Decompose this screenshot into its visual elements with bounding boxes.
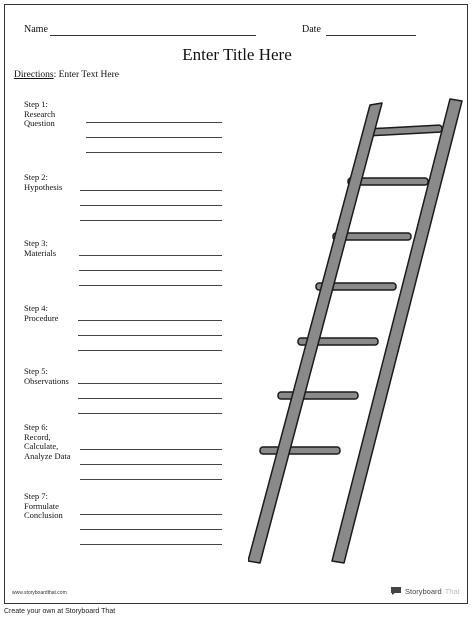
answer-line[interactable] <box>78 398 222 399</box>
ladder-rung <box>260 447 340 454</box>
step-6-line: Step 6: <box>24 422 48 432</box>
name-field[interactable] <box>50 35 256 36</box>
step-4-line: Procedure <box>24 312 59 323</box>
date-field[interactable] <box>326 35 416 36</box>
answer-line[interactable] <box>78 320 222 321</box>
ladder-image <box>248 95 468 565</box>
ladder-rung <box>278 392 358 399</box>
answer-line[interactable] <box>80 479 222 480</box>
storyboard-logo-icon <box>390 586 402 596</box>
step-4 <box>24 304 58 323</box>
step-1-line: Research <box>24 108 56 119</box>
step-3 <box>24 239 56 258</box>
step-3-line: Step 3: <box>24 238 48 248</box>
storyboard-that-logo[interactable] <box>390 586 460 596</box>
answer-line[interactable] <box>80 529 222 530</box>
step-5 <box>24 367 69 386</box>
directions[interactable] <box>14 70 119 80</box>
step-7-line: Step 7: <box>24 491 48 501</box>
step-5-line: Observations <box>24 375 69 386</box>
step-6-line: Calculate, <box>24 441 59 451</box>
answer-line[interactable] <box>79 285 222 286</box>
date-label: Date <box>302 24 321 35</box>
directions-label: Directions <box>14 70 54 80</box>
answer-line[interactable] <box>79 255 222 256</box>
create-cta-link[interactable]: Create your own at Storyboard That <box>4 608 116 615</box>
step-4-line: Step 4: <box>24 303 48 313</box>
answer-line[interactable] <box>78 413 222 414</box>
step-2-line: Step 2: <box>24 172 48 182</box>
step-6-line: Record, <box>24 431 51 442</box>
answer-line[interactable] <box>80 220 222 221</box>
page-title[interactable]: Enter Title Here <box>182 45 292 64</box>
answer-line[interactable] <box>78 335 222 336</box>
step-6-line: Analyze Data <box>24 450 71 461</box>
step-3-line: Materials <box>24 247 57 258</box>
step-7 <box>24 492 63 521</box>
answer-line[interactable] <box>79 270 222 271</box>
answer-line[interactable] <box>86 122 222 123</box>
step-1 <box>24 100 55 129</box>
step-7-line: Conclusion <box>24 510 63 520</box>
answer-line[interactable] <box>80 205 222 206</box>
answer-line[interactable] <box>80 464 222 465</box>
answer-line[interactable] <box>80 190 222 191</box>
footer-url[interactable]: www.storyboardthat.com <box>12 590 67 596</box>
answer-line[interactable] <box>86 152 222 153</box>
ladder-right-rail <box>332 99 462 563</box>
step-1-line: Step 1: <box>24 99 48 109</box>
step-1-line: Question <box>24 118 55 128</box>
step-7-line: Formulate <box>24 500 59 511</box>
answer-line[interactable] <box>78 350 222 351</box>
step-5-line: Step 5: <box>24 366 48 376</box>
brand-suffix: That <box>444 586 460 596</box>
answer-line[interactable] <box>80 514 222 515</box>
answer-line[interactable] <box>80 449 222 450</box>
name-label: Name <box>24 24 48 35</box>
step-6 <box>24 423 71 461</box>
step-2-line: Hypothesis <box>24 181 63 192</box>
brand-name: Storyboard <box>405 586 442 596</box>
step-2 <box>24 173 62 192</box>
directions-text: : Enter Text Here <box>53 70 119 80</box>
answer-line[interactable] <box>86 137 222 138</box>
ladder-rung <box>366 125 442 136</box>
answer-line[interactable] <box>80 544 222 545</box>
answer-line[interactable] <box>78 383 222 384</box>
